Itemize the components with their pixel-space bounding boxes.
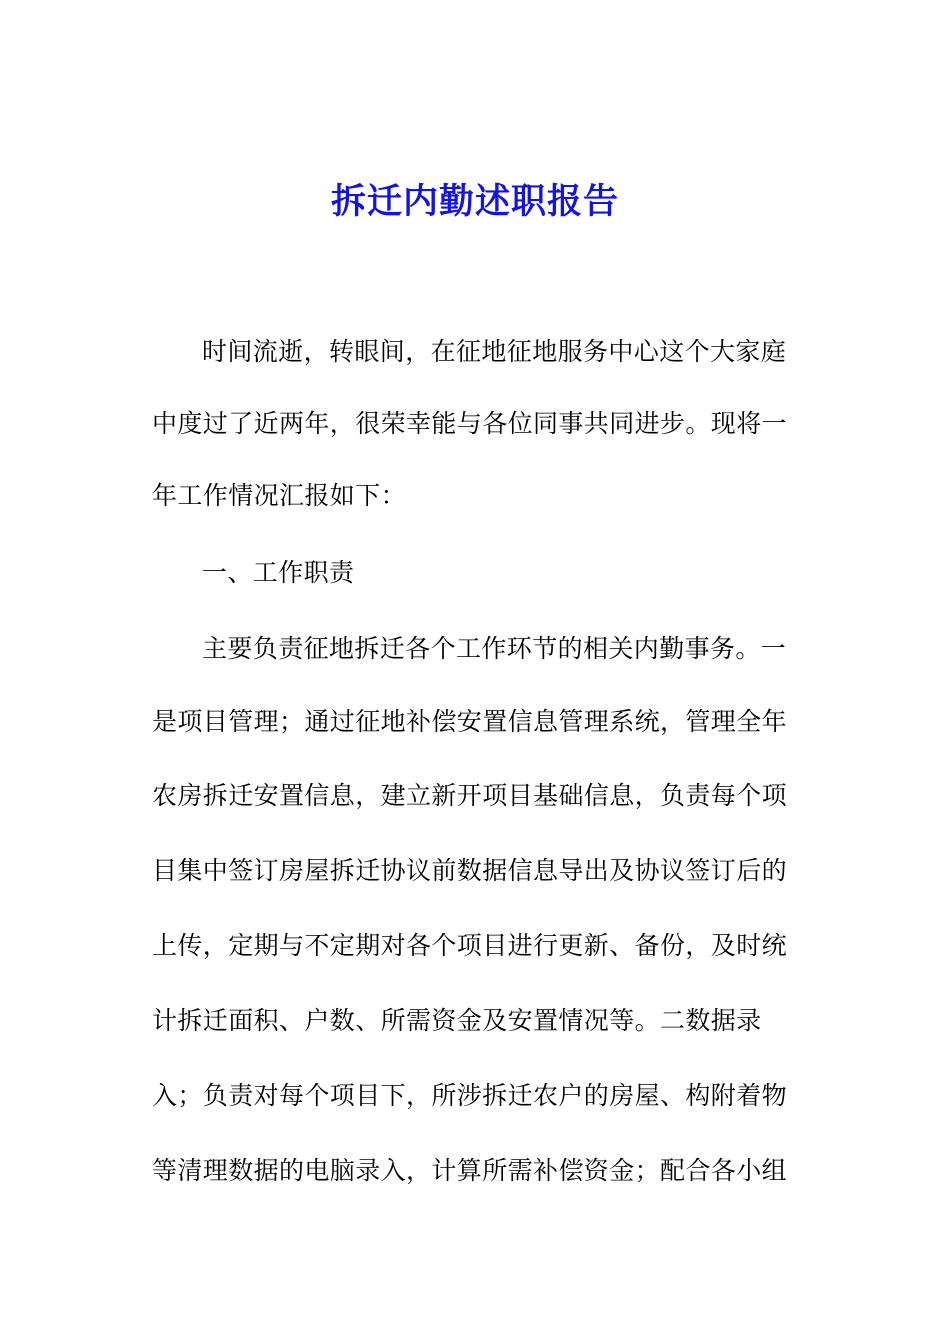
paragraph-line-1: 时间流逝，转眼间，在征地征地服务中心这个大家庭	[202, 337, 787, 366]
section-heading: 一、工作职责	[202, 558, 355, 587]
paragraph-line-11: 等清理数据的电脑录入，计算所需补偿资金；配合各小组	[152, 1156, 788, 1185]
document-title: 拆迁内勤述职报告	[330, 181, 619, 222]
paragraph-line-9: 计拆迁面积、户数、所需资金及安置情况等。二数据录	[152, 1006, 762, 1035]
paragraph-line-6: 农房拆迁安置信息，建立新开项目基础信息，负责每个项	[152, 781, 788, 810]
paragraph-line-4: 主要负责征地拆迁各个工作环节的相关内勤事务。一	[202, 634, 787, 663]
paragraph-line-8: 上传，定期与不定期对各个项目进行更新、备份，及时统	[152, 931, 788, 960]
paragraph-line-7: 目集中签订房屋拆迁协议前数据信息导出及协议签订后的	[152, 856, 788, 885]
paragraph-line-5: 是项目管理；通过征地补偿安置信息管理系统，管理全年	[152, 707, 788, 736]
paragraph-line-2: 中度过了近两年，很荣幸能与各位同事共同进步。现将一	[152, 409, 788, 438]
paragraph-line-3: 年工作情况汇报如下：	[152, 481, 407, 510]
paragraph-line-10: 入；负责对每个项目下，所涉拆迁农户的房屋、构附着物	[152, 1081, 788, 1110]
